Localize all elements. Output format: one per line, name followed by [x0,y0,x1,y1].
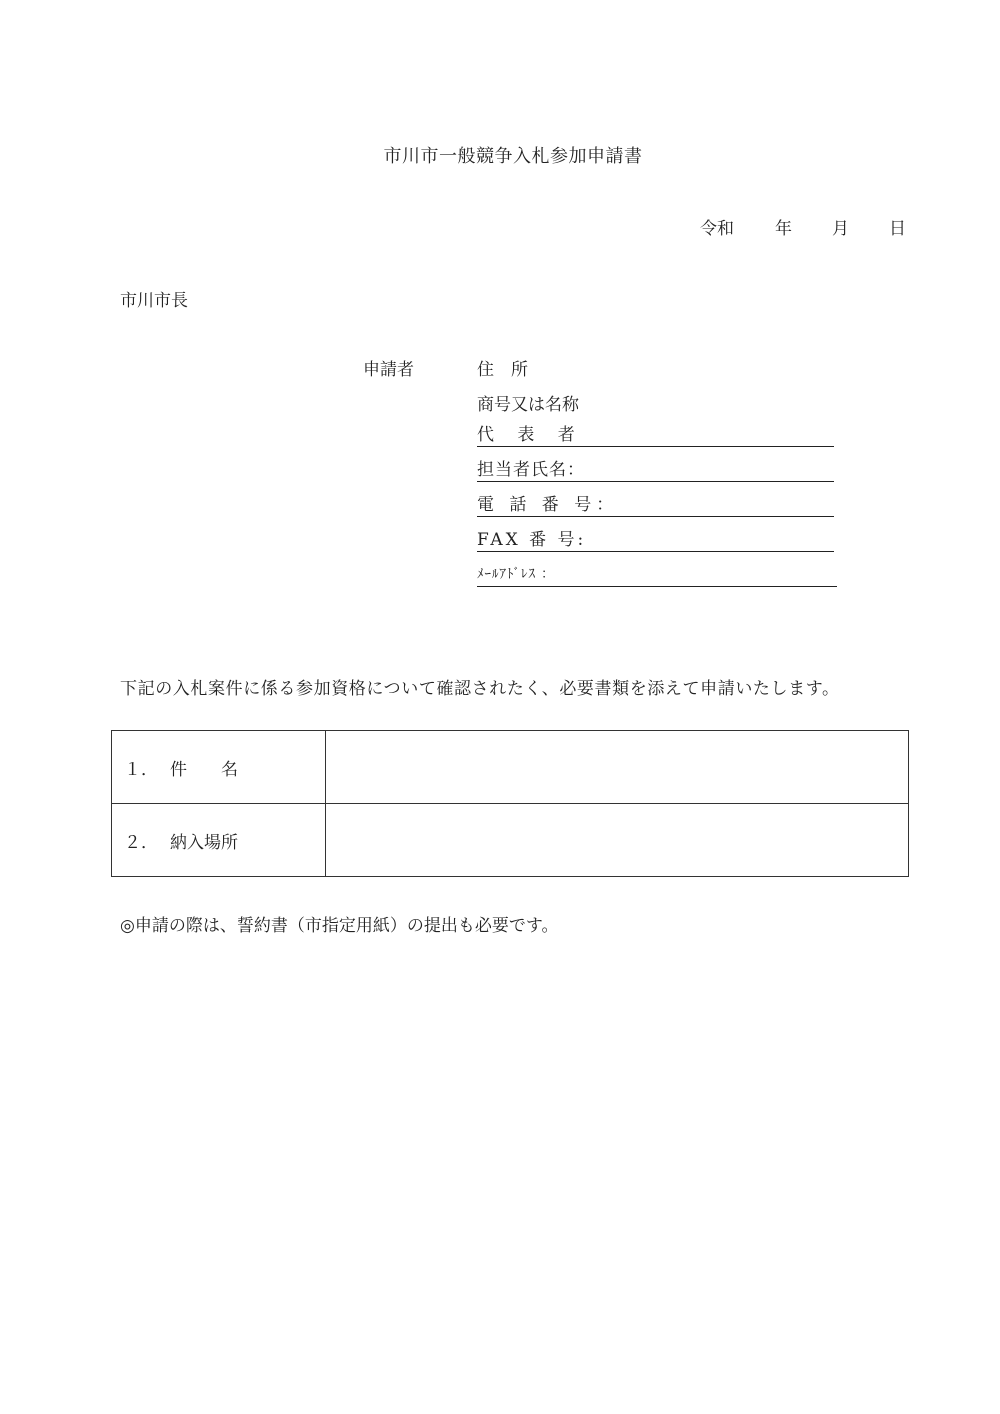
delivery-place-label-cell [112,804,326,877]
row-label: 件 名 [170,759,238,780]
details-table [111,730,909,877]
row-number: １． [124,759,158,780]
representative-field: 代 表 者 [477,424,834,447]
address-field-label: 住 所 [477,360,528,380]
date-era: 令和 [700,219,734,239]
subject-label-cell [112,731,326,804]
row-label: 納入場所 [170,832,238,853]
date-day-label: 日 [889,219,906,239]
row-number: ２． [124,832,158,853]
email-field: ﾒｰﾙｱﾄﾞﾚｽ ： [477,564,837,587]
delivery-place-value-cell [326,804,909,877]
fax-field: FAX 番 号: [477,529,834,552]
date-line [700,214,910,239]
company-name-field-label: 商号又は名称 [477,395,579,415]
table-row [112,731,909,804]
date-year-label: 年 [775,219,792,239]
date-month-label: 月 [832,219,849,239]
subject-value-cell [326,731,909,804]
submission-note: ◎申請の際は、誓約書（市指定用紙）の提出も必要です。 [120,916,559,936]
phone-field: 電 話 番 号： [477,494,834,517]
addressee: 市川市長 [120,291,188,311]
applicant-label: 申請者 [363,360,414,380]
contact-person-field: 担当者氏名： [477,459,834,482]
application-statement: 下記の入札案件に係る参加資格について確認されたく、必要書類を添えて申請いたします。 [120,679,840,699]
table-row [112,804,909,877]
document-title: 市川市一般競争入札参加申請書 [383,146,643,167]
